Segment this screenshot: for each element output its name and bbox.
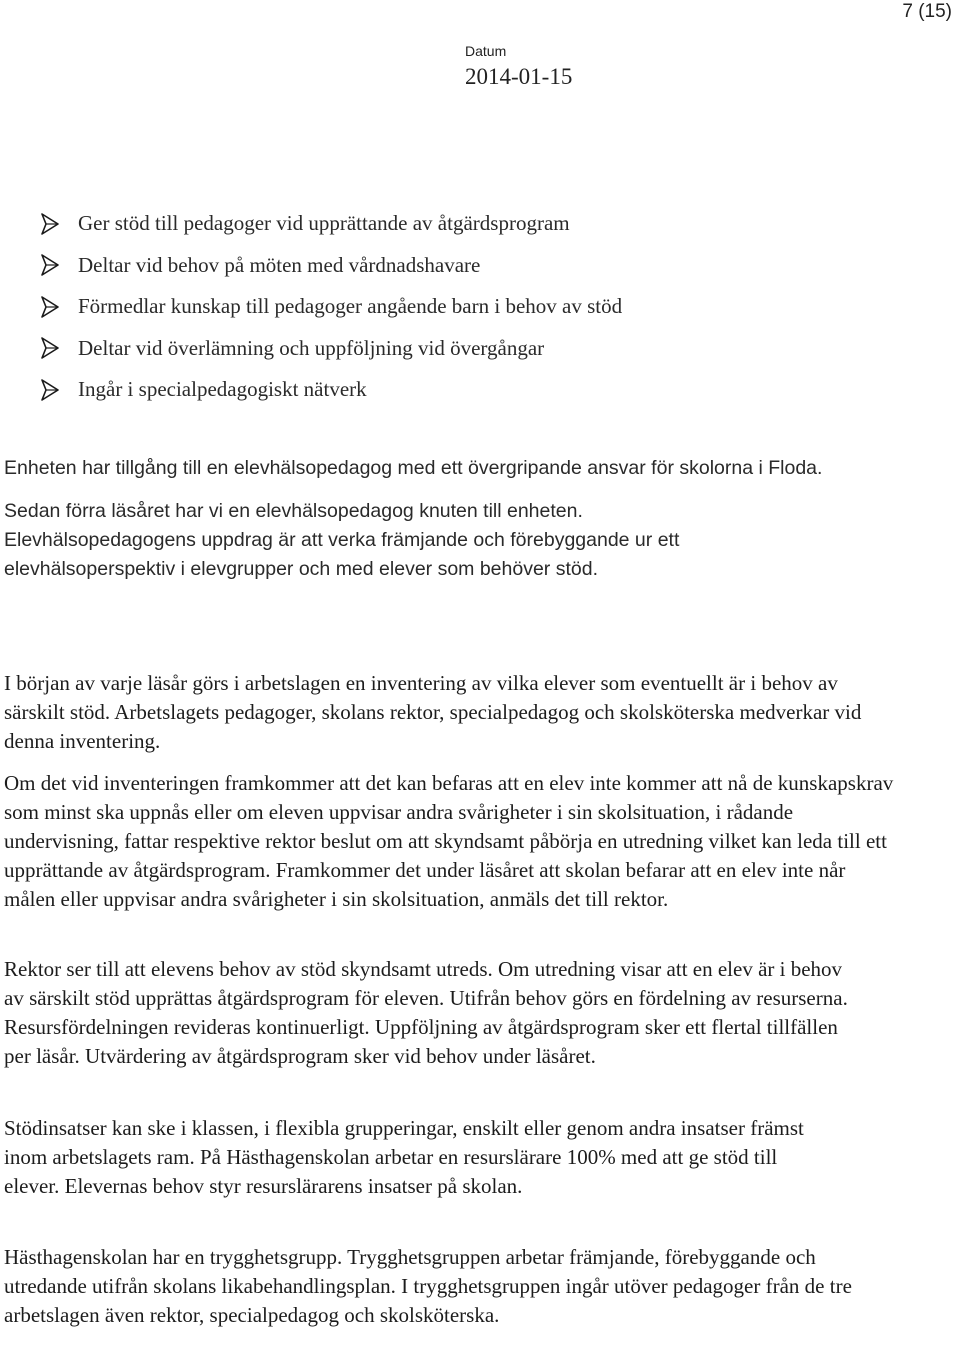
bullet-text: Förmedlar kunskap till pedagoger angående barn i behov av stöd bbox=[78, 294, 623, 319]
bullet-item bbox=[40, 203, 622, 245]
rektor-paragraph: Rektor ser till att elevens behov av stöd skyndsamt utreds. Om utredning visar att en elev är i behov av särskilt stöd upprättas åtgärdsprogram för eleven. Utifrån behov görs en fördelning av resurserna. Resursfördelningen revideras kontinuerligt. Uppföljning av åtgärdsprogram sker ett flertal tillfällen per läsår. Utvärdering av åtgärdsprogram sker vid behov under läsåret. bbox=[4, 957, 848, 1068]
bullet-text: Ingår i specialpedagogiskt nätverk bbox=[78, 377, 367, 402]
date-label: Datum bbox=[465, 43, 507, 59]
elevhalsopedagog-section bbox=[4, 454, 904, 584]
utredning-paragraph: Om det vid inventeringen framkommer att det kan befaras att en elev inte kommer att nå de kunskapskrav som minst ska uppnås eller om eleven uppvisar andra svårigheter i sin skolsituation, i rådande undervisning, fattar respektive rektor beslut om att skyndsamt påbörja en utredning vilket kan leda till ett upprättande av åtgärdsprogram. Framkommer det under läsåret att skolan befarar att en elev inte når målen eller uppvisar andra svårigheter i sin skolsituation, anmäls det till rektor. bbox=[4, 771, 894, 911]
bullet-text: Ger stöd till pedagoger vid upprättande av åtgärdsprogram bbox=[78, 211, 570, 236]
date-value: 2014-01-15 bbox=[465, 64, 573, 89]
arrow-bullet-icon bbox=[40, 213, 60, 235]
trygghetsgrupp-paragraph: Hästhagenskolan har en trygghetsgrupp. Trygghetsgruppen arbetar främjande, förebyggande och utredande utifrån skolans likabehandlingsplan. I trygghetsgruppen ingår utöver pedagoger från de tre arbetslagen även rektor, specialpedagog och skolsköterska. bbox=[4, 1245, 852, 1327]
bullet-list bbox=[40, 203, 622, 411]
arrow-bullet-icon bbox=[40, 296, 60, 318]
bullet-item bbox=[40, 328, 622, 370]
stodinsatser-section bbox=[4, 1114, 834, 1201]
arrow-bullet-icon bbox=[40, 254, 60, 276]
utredning-section bbox=[4, 769, 894, 914]
bullet-item bbox=[40, 369, 622, 411]
elevhalsopedagog-paragraph: Enheten har tillgång till en elevhälsopedagog med ett övergripande ansvar för skolorna i Floda. bbox=[4, 457, 823, 479]
trygghetsgrupp-section bbox=[4, 1243, 874, 1330]
date-block bbox=[465, 43, 572, 90]
stodinsatser-paragraph: Stödinsatser kan ske i klassen, i flexibla grupperingar, enskilt eller genom andra insatser främst inom arbetslagets ram. På Hästhagenskolan arbetar en resurslärare 100% med att ge stöd till elever. Elevernas behov styr resurslärarens insatser på skolan. bbox=[4, 1116, 804, 1198]
arrow-bullet-icon bbox=[40, 379, 60, 401]
elevhalsopedagog-paragraph: Elevhälsopedagogens uppdrag är att verka främjande och förebyggande ur ett elevhälsoperspektiv i elevgrupper och med elever som behöver stöd. bbox=[4, 529, 680, 580]
inventering-section bbox=[4, 669, 894, 756]
inventering-paragraph: I början av varje läsår görs i arbetslagen en inventering av vilka elever som eventuellt är i behov av särskilt stöd. Arbetslagets pedagoger, skolans rektor, specialpedagog och skolsköterska medverkar vid denna inventering. bbox=[4, 671, 862, 753]
elevhalsopedagog-paragraph: Sedan förra läsåret har vi en elevhälsopedagog knuten till enheten. bbox=[4, 500, 583, 522]
page-number: 7 (15) bbox=[902, 1, 952, 22]
bullet-item bbox=[40, 245, 622, 287]
bullet-text: Deltar vid behov på möten med vårdnadshavare bbox=[78, 252, 481, 277]
rektor-section bbox=[4, 955, 864, 1071]
bullet-text: Deltar vid överlämning och uppföljning vid övergångar bbox=[78, 335, 545, 360]
bullet-item bbox=[40, 286, 622, 328]
arrow-bullet-icon bbox=[40, 337, 60, 359]
